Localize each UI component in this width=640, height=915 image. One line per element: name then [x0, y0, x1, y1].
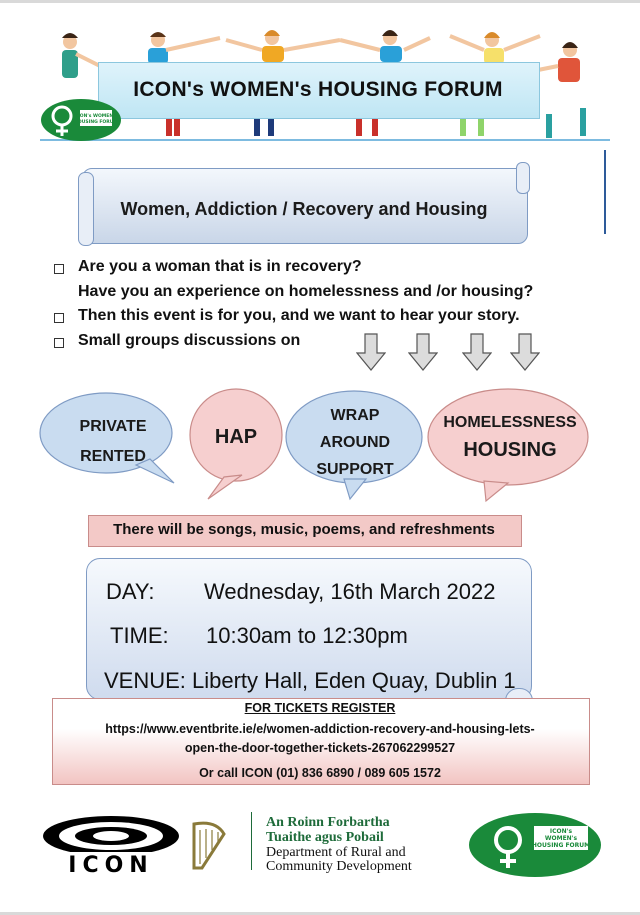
day-value: Wednesday, 16th March 2022 [204, 579, 496, 604]
down-arrow-icon [356, 333, 386, 371]
event-subtitle: Women, Addiction / Recovery and Housing [120, 199, 488, 219]
extras-text: There will be songs, music, poems, and refreshments [113, 521, 495, 538]
bullet-marker [54, 264, 64, 274]
tickets-heading: FOR TICKETS REGISTER [244, 701, 396, 715]
svg-text:WOMEN's: WOMEN's [544, 835, 578, 842]
bullet-3: Small groups discussions on [78, 332, 301, 349]
icon-logo [40, 812, 182, 874]
venue-value: Liberty Hall, Eden Quay, Dublin 1 [192, 668, 516, 693]
topic-label: SUPPORT [316, 461, 394, 478]
icon-logo-text: ICON [68, 853, 154, 874]
topic-label: PRIVATE [79, 418, 147, 435]
forum-logo-text: ICON's WOMEN's [74, 114, 118, 119]
svg-text:HOUSING FORUM: HOUSING FORUM [74, 120, 118, 125]
figure-6 [546, 42, 586, 138]
topic-label: HOMELESSNESS [443, 414, 577, 431]
forum-logo [40, 98, 122, 142]
page-title: ICON's WOMEN's HOUSING FORUM [133, 78, 503, 101]
bullet-1-line-2: Have you an experience on homelessness and /or housing? [78, 283, 534, 300]
decorative-vertical-line [604, 150, 606, 234]
tickets-url-line-2[interactable]: open-the-door-together-tickets-267062299527 [184, 741, 456, 755]
topic-wrap-around-support [300, 402, 410, 483]
top-rule [0, 0, 640, 3]
bullet-1-line-1: Are you a woman that is in recovery? [78, 258, 362, 275]
topic-homelessness-housing [432, 412, 588, 466]
time-value: 10:30am to 12:30pm [206, 623, 408, 648]
harp-emblem-icon [186, 820, 230, 872]
forum-logo-bottom [468, 812, 602, 878]
svg-text:HOUSING FORUM: HOUSING FORUM [531, 842, 591, 849]
down-arrow-icon [510, 333, 540, 371]
dept-irish-line-2: Tuaithe agus Pobail [266, 830, 384, 845]
topic-label: AROUND [319, 434, 391, 451]
dept-irish-line-1: An Roinn Forbartha [266, 815, 390, 830]
bullet-marker [54, 313, 64, 323]
venue-label: VENUE: [104, 668, 186, 693]
tickets-phone: Or call ICON (01) 836 6890 / 089 605 1572 [199, 766, 441, 780]
down-arrow-icon [462, 333, 492, 371]
topic-label: WRAP [330, 407, 380, 424]
topic-label: RENTED [80, 448, 146, 465]
topic-label: HOUSING [463, 439, 557, 461]
footer-separator [251, 812, 252, 870]
bullet-2: Then this event is for you, and we want to hear your story. [78, 307, 520, 324]
tickets-url-line-1[interactable]: https://www.eventbrite.ie/e/women-addiction-recovery-and-housing-lets- [105, 722, 535, 736]
topic-private-rented [58, 412, 168, 472]
topic-hap: HAP [214, 426, 258, 448]
svg-text:ICON's: ICON's [549, 828, 573, 835]
down-arrow-icon [408, 333, 438, 371]
day-label: DAY: [106, 579, 155, 604]
time-label: TIME: [110, 623, 169, 648]
dept-english-line-2: Community Development [266, 859, 412, 874]
dept-english-line-1: Department of Rural and [266, 845, 406, 860]
bullet-marker [54, 338, 64, 348]
